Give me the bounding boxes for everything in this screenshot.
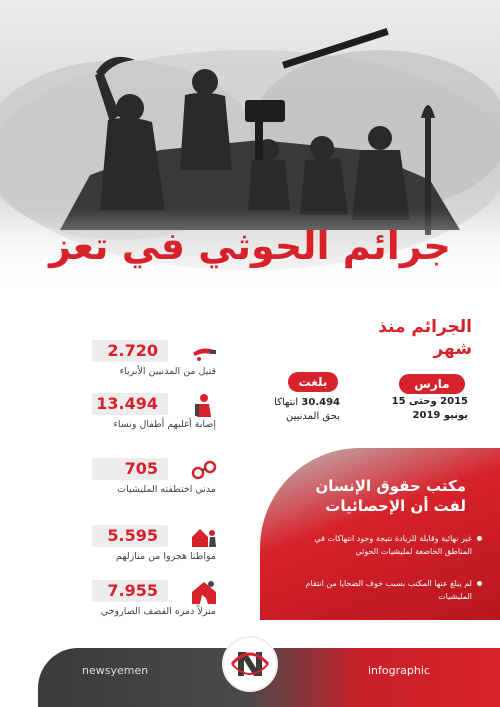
knife-icon — [190, 338, 218, 366]
month-pill: مارس — [399, 374, 465, 394]
stat-displaced — [92, 525, 216, 562]
stat-label: مدني اختطفته المليشيات — [117, 484, 216, 495]
stat-value: 7.955 — [92, 580, 168, 602]
reached-pill: بلغت — [288, 372, 338, 392]
crimes-since-title: الجرائم منذ شهر — [378, 317, 472, 359]
page-title: جرائم الحوثي في تعز — [49, 224, 451, 268]
stat-value: 705 — [92, 458, 168, 480]
panel-note: لم يبلغ عنها المكتب بسبب خوف الضحايا من انتقام المليشيات — [297, 577, 482, 603]
violations-suffix: انتهاكا — [274, 397, 302, 408]
stat-label: مواطنا هجروا من منازلهم — [116, 551, 216, 562]
period-text — [358, 395, 468, 423]
injured-person-icon — [190, 391, 218, 419]
hero-photo — [0, 0, 500, 300]
stat-label: إصابة أغلبهم أطفال ونساء — [113, 419, 216, 430]
stat-destroyed-homes — [92, 580, 216, 617]
footer-category: infographic — [368, 664, 430, 677]
panel-note: غير نهائية وقابلة للزيادة نتيجة وجود انتهاكات في المناطق الخاضعة لمليشيات الحوثي — [297, 532, 482, 558]
reached-line-2: بحق المدنيين — [285, 411, 340, 422]
footer-brand: newsyemen — [82, 664, 149, 677]
period-line-1: 2015 وحتى 15 — [391, 396, 468, 407]
destroyed-house-icon — [190, 578, 218, 606]
stat-value: 13.494 — [92, 393, 168, 415]
period-line-2: يونيو 2019 — [412, 410, 468, 421]
panel-title-line-1: مكتب حقوق الإنسان — [315, 477, 466, 495]
stat-injured — [92, 393, 216, 430]
stat-label: قتيل من المدنيين الأبرياء — [119, 366, 216, 377]
stat-value: 5.595 — [92, 525, 168, 547]
panel-title — [266, 476, 466, 516]
total-violations-count: 30.494 — [301, 397, 340, 408]
reached-text — [240, 396, 340, 424]
newsyemen-logo-icon — [222, 636, 278, 692]
handcuffs-icon — [190, 456, 218, 484]
stat-abducted — [92, 458, 216, 495]
logo-mark — [224, 638, 276, 690]
displaced-family-icon — [190, 523, 218, 551]
panel-title-line-2: لفت أن الإحصائيات — [325, 497, 466, 515]
stat-value: 2.720 — [92, 340, 168, 362]
stat-label: منزلاً دمره القصف الصاروخي — [100, 606, 216, 617]
stat-killed — [92, 340, 216, 377]
